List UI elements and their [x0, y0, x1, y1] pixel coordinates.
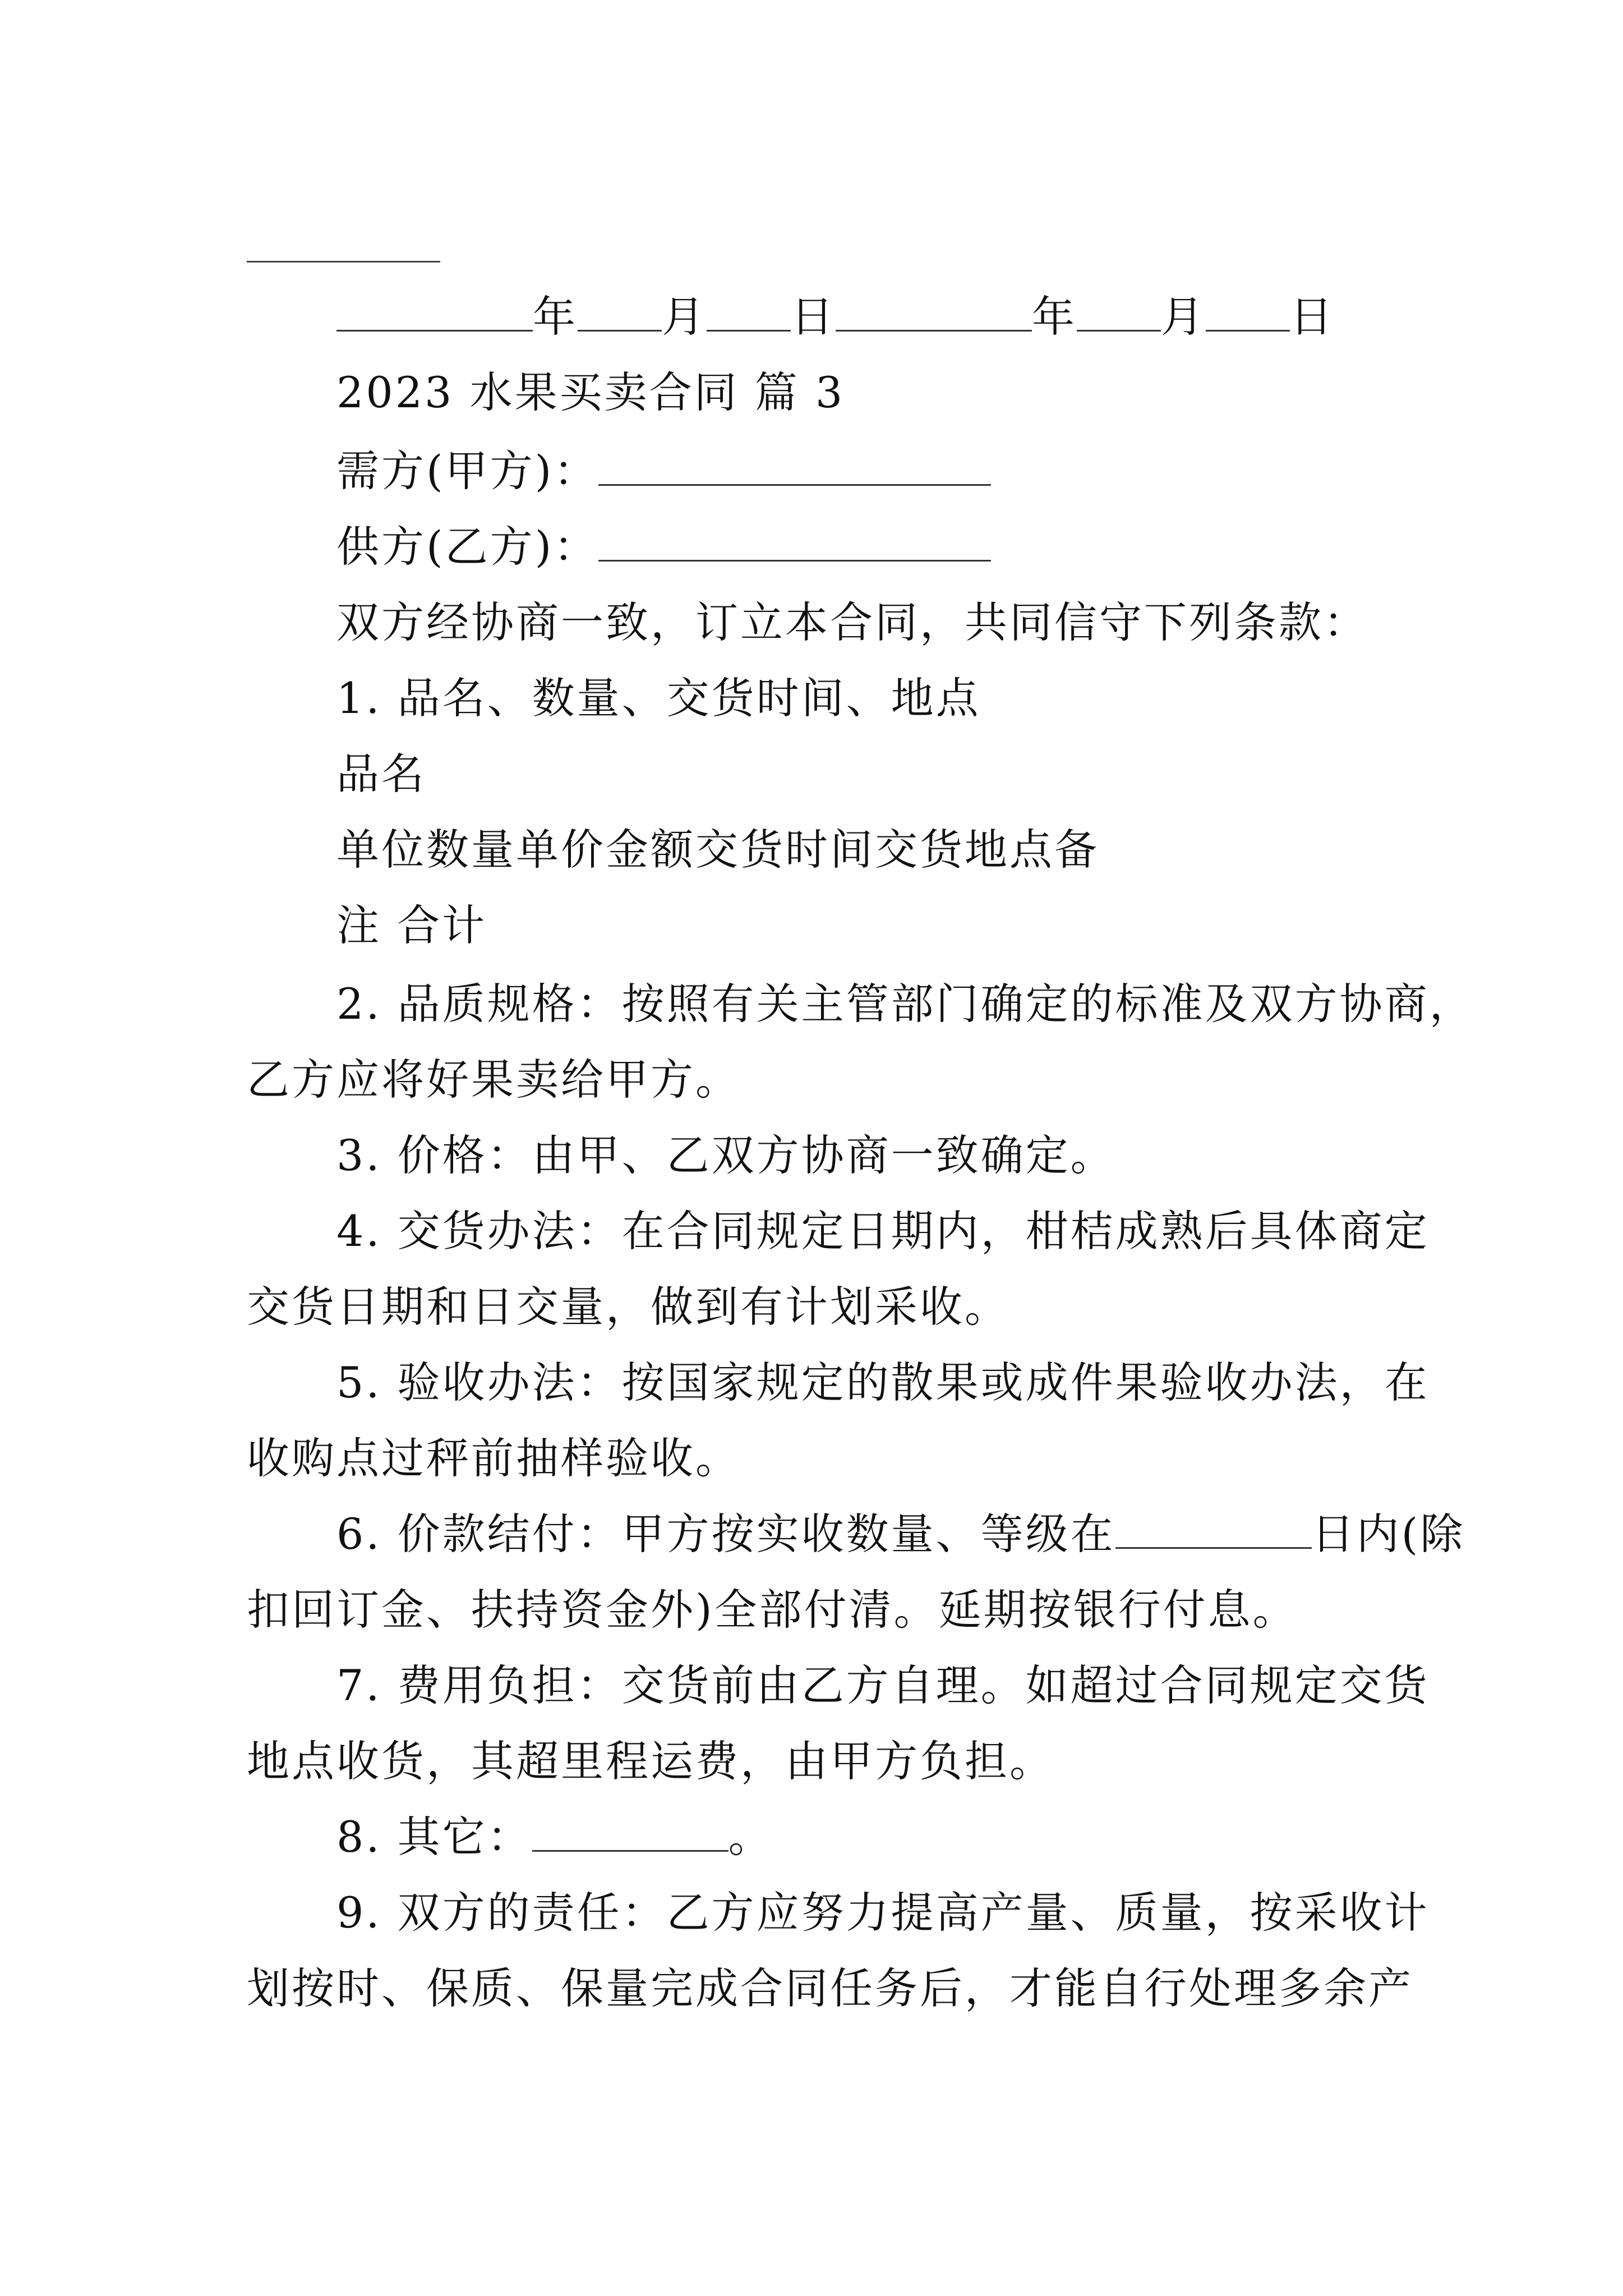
party-b-row — [0, 519, 1623, 575]
month-label: 月 — [1161, 292, 1206, 342]
clause-9-line-2: 划按时、保质、保量完成合同任务后，才能自行处理多余产 — [247, 1963, 1413, 2013]
party-a-blank[interactable] — [598, 445, 991, 486]
clause-6-line-1 — [0, 1506, 1623, 1562]
clause-8-end: 。 — [728, 1812, 773, 1862]
clause-6-line-2: 扣回订金、扶持资金外)全部付清。延期按银行付息。 — [247, 1585, 1298, 1635]
month-blank[interactable] — [1077, 291, 1161, 332]
month-label: 月 — [662, 292, 707, 342]
year-label: 年 — [1032, 292, 1077, 342]
table-text-row-3: 注 合计 — [336, 900, 487, 950]
intro-text: 双方经协商一致，订立本合同，共同信守下列条款： — [336, 597, 1368, 647]
month-blank[interactable] — [578, 291, 662, 332]
other-terms-blank[interactable] — [532, 1811, 728, 1852]
clause-2-line-2: 乙方应将好果卖给甲方。 — [247, 1055, 740, 1105]
clause-2-line-1: 2. 品质规格：按照有关主管部门确定的标准及双方协商， — [336, 979, 1474, 1029]
table-text-row-2: 单位数量单价金额交货时间交货地点备 — [336, 825, 1099, 875]
table-text-row-1: 品名 — [336, 749, 426, 799]
clause-4-line-1: 4. 交货办法：在合同规定日期内，柑桔成熟后具体商定 — [336, 1206, 1430, 1256]
clause-6-text-b: 日内(除 — [1311, 1509, 1465, 1559]
year-blank[interactable] — [836, 291, 1032, 332]
day-label: 日 — [1290, 292, 1335, 342]
signature-date-row — [0, 289, 1623, 345]
party-b-label: 供方(乙方)： — [336, 522, 599, 572]
party-a-row — [0, 443, 1623, 499]
year-blank[interactable] — [336, 291, 533, 332]
clause-8-label: 8. 其它： — [336, 1812, 532, 1862]
clause-5-line-1: 5. 验收办法：按国家规定的散果或成件果验收办法，在 — [336, 1358, 1430, 1407]
day-blank[interactable] — [707, 291, 791, 332]
clause-7-line-1: 7. 费用负担：交货前由乙方自理。如超过合同规定交货 — [336, 1660, 1430, 1710]
clause-9-line-1: 9. 双方的责任：乙方应努力提高产量、质量，按采收计 — [336, 1888, 1430, 1938]
contract-heading: 2023 水果买卖合同 篇 3 — [336, 367, 845, 417]
clause-8 — [0, 1809, 1623, 1865]
top-divider — [247, 261, 440, 263]
day-blank[interactable] — [1206, 291, 1290, 332]
day-label: 日 — [791, 292, 836, 342]
clause-1-title: 1. 品名、数量、交货时间、地点 — [336, 673, 981, 723]
clause-3: 3. 价格：由甲、乙双方协商一致确定。 — [336, 1130, 1115, 1180]
clause-7-line-2: 地点收货，其超里程运费，由甲方负担。 — [247, 1736, 1054, 1786]
clause-5-line-2: 收购点过秤前抽样验收。 — [247, 1433, 740, 1483]
year-label: 年 — [533, 292, 578, 342]
party-b-blank[interactable] — [598, 521, 991, 562]
clause-6-text-a: 6. 价款结付：甲方按实收数量、等级在 — [336, 1509, 1115, 1559]
party-a-label: 需方(甲方)： — [336, 446, 599, 496]
payment-days-blank[interactable] — [1115, 1508, 1312, 1549]
clause-4-line-2: 交货日期和日交量，做到有计划采收。 — [247, 1282, 1009, 1332]
